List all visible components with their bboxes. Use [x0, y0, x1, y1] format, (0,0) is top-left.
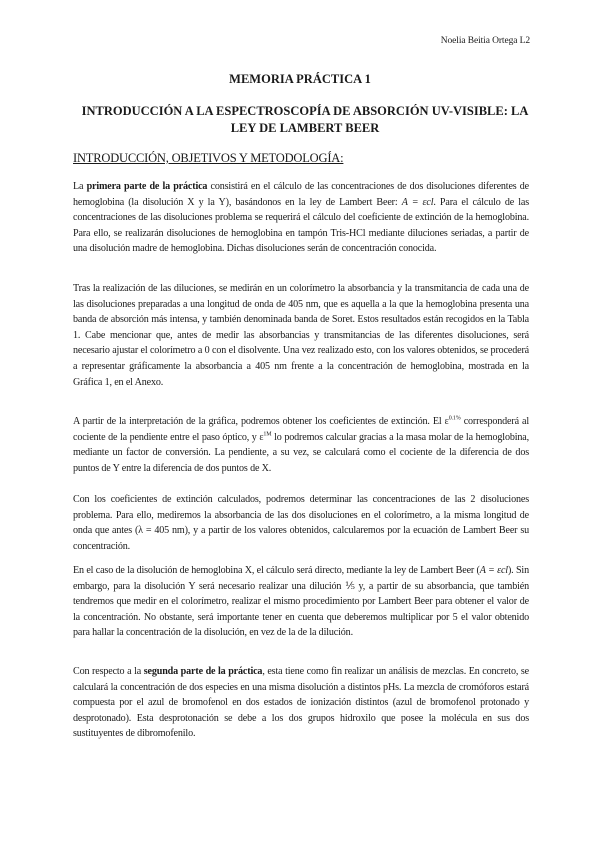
p3-sup1: 0.1%: [448, 415, 461, 422]
p5-formula: A = εcl: [479, 565, 508, 576]
paragraph-4: Con los coeficientes de extinción calculados, podremos determinar las concentraciones de las 2 disoluciones problema. Para ello, mediremos la absorbancia de las dos disoluciones en el colorímetro, a la misma longitud de onda que antes (λ = 405 nm), y a partir de los valores obtenidos, calcularemos por la ecuación de Lambert Beer su concentración.: [73, 494, 529, 552]
p1-lead: La: [73, 181, 87, 192]
p6-lead: Con respecto a la: [73, 666, 144, 677]
paragraph-6: [73, 664, 529, 742]
p3-sup2: 1M: [263, 431, 272, 438]
document-subtitle: INTRODUCCIÓN A LA ESPECTROSCOPÍA DE ABSORCIÓN UV-VISIBLE: LA LEY DE LAMBERT BEER: [81, 104, 529, 135]
p5-b: ). Sin embargo, para la disolución Y será necesario realizar una dilución ⅕ y, a partir de su absorbancia, que también tendremos que medir en el colorímetro, realizar el mismo procedimiento por Lambert Beer para obtener el valor de la concentración. No obstante, será importante tener en cuenta que deberemos multiplicar por 5 el valor obtenido para hallar la concentración de la disolución, en vez de la de la dilución.: [73, 565, 529, 639]
p1-bold: primera parte de la práctica: [86, 181, 208, 192]
p6-text: , esta tiene como fin realizar un análisis de mezclas. En concreto, se calculará la concentración de dos especies en una misma disolución a distintos pHs. La mezcla de cromóforos estará compuesta por el azul de bromofenol en dos estados de ionización distintos (azul de bromofenol protonado y desprotonado). Esta desprotonación se debe a los dos grupos hidroxilo que posee la molécula en sus dos sustituyentes de dibromofenilo.: [73, 666, 529, 740]
p1-rest: . Para el cálculo de las concentraciones de las disoluciones problema se requerirá el cálculo del coeficiente de extinción de la hemoglobina. Para ello, se realizarán disoluciones de hemoglobina en tampón Tris-HCl mediante diluciones seriadas, a partir de una disolución madre de hemoglobina. Dichas disoluciones serán de concentración conocida.: [73, 196, 529, 255]
p5-a: En el caso de la disolución de hemoglobina X, el cálculo será directo, mediante la ley de Lambert Beer (: [73, 565, 480, 576]
p1-formula: A = εcl: [401, 196, 434, 208]
p3-c: lo podremos calcular gracias a la masa molar de la hemoglobina, mediante un factor de conversión. La pendiente, a su vez, se calculará como el cociente de la diferencia de dos puntos de Y entre la diferencia de dos puntos de X.: [73, 431, 529, 474]
p1-text: consistirá en el cálculo de las concentraciones de dos disoluciones diferentes de hemoglobina (la disolución X y la Y), basándonos en la ley de Lambert Beer:: [73, 181, 529, 208]
author-header: Noelia Beitia Ortega L2: [440, 36, 530, 46]
paragraph-5: [73, 563, 529, 641]
p3-a: A partir de la interpretación de la gráfica, podremos obtener los coeficientes de extinción. El ε: [73, 416, 449, 427]
paragraph-3: [73, 414, 529, 476]
paragraph-2: Tras la realización de las diluciones, se medirán en un colorímetro la absorbancia y la transmitancia de cada una de las disoluciones preparadas a una longitud de onda de 405 nm, que es aquella a la que la hemoglobina presenta una banda de absorción más intensa, y también denominada banda de Soret. Estos resultados están recogidos en la Tabla 1. Cabe mencionar que, antes de medir las absorbancias y transmitancias de las diferentes disoluciones, será necesario ajustar el colorímetro a 0 con el disolvente. Una vez realizado esto, con los valores obtenidos, se procederá a representar gráficamente la absorbancia a 405 nm frente a la concentración de hemoglobina, mostrada en la Gráfica 1, en el Anexo.: [73, 283, 529, 388]
section-heading: INTRODUCCIÓN, OBJETIVOS Y METODOLOGÍA:: [73, 151, 344, 165]
document-title: MEMORIA PRÁCTICA 1: [229, 72, 371, 86]
p3-b: corresponderá al cociente de la pendiente entre el paso óptico, y ε: [73, 416, 529, 443]
p6-bold: segunda parte de la práctica: [143, 666, 263, 677]
paragraph-1: [73, 179, 529, 257]
